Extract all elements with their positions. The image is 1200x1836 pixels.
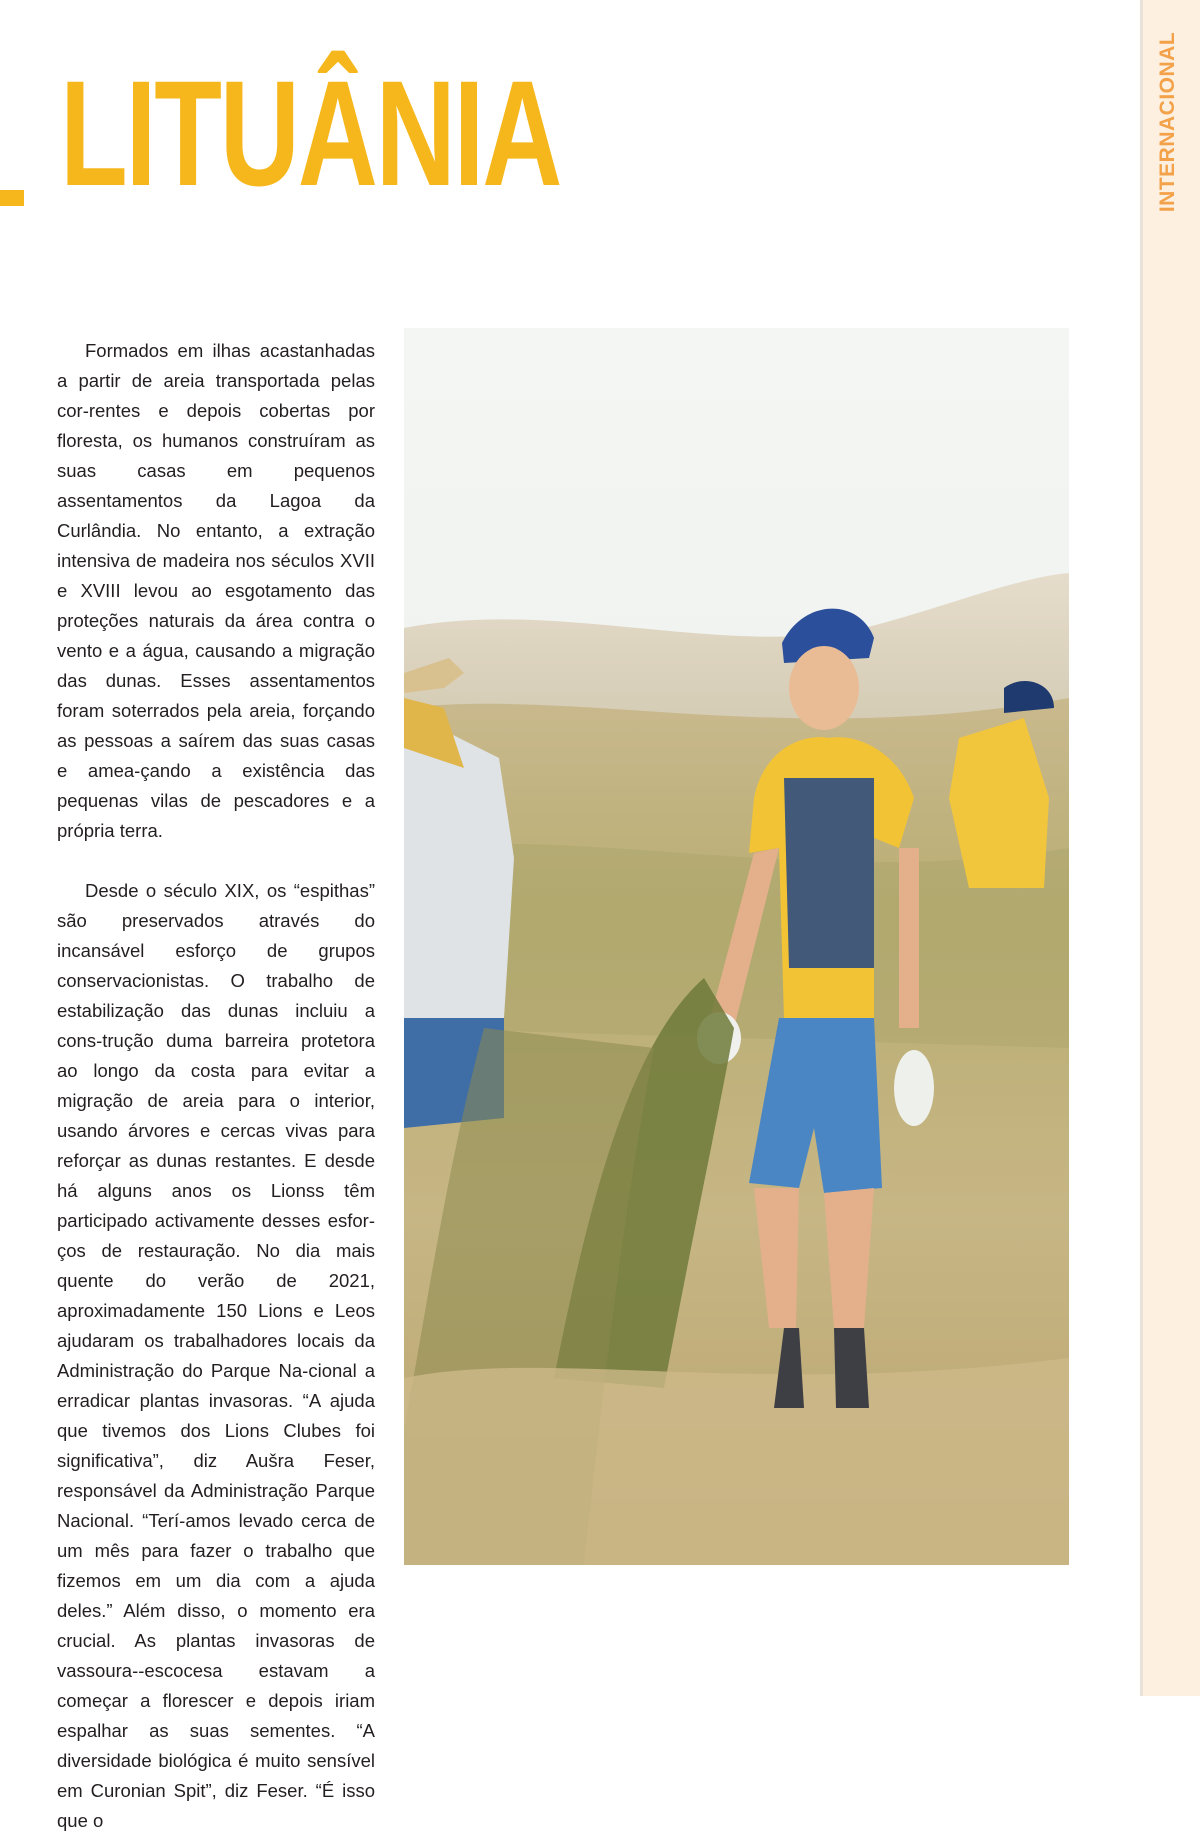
page-title: LITUÂNIA <box>60 49 561 217</box>
article-body <box>57 336 375 1836</box>
section-side-strip <box>1140 0 1200 1696</box>
article-paragraph <box>57 876 375 1836</box>
volunteers-dunes-photo <box>404 328 1069 1565</box>
article-paragraph <box>57 336 375 846</box>
article-photo <box>404 328 1069 1565</box>
section-label: INTERNACIONAL <box>1156 31 1179 213</box>
paragraph-text: Formados em ilhas acastanhadas a partir de areia transportada pelas cor-rentes e depois cobertas por floresta, os humanos construíram as suas casas em pequenos assentamentos da Lagoa da Curlândia. No entanto, a extração intensiva de madeira nos séculos XVII e XVIII levou ao esgotamento das proteções naturais da área contra o vento e a água, causando a migração das dunas. Esses assentamentos foram soterrados pela areia, forçando as pessoas a saírem das suas casas e amea-çando a existência das pequenas vilas de pescadores e a própria terra. <box>57 340 375 841</box>
title-dash <box>0 190 24 206</box>
paragraph-text: Desde o século XIX, os “espithas” são preservados através do incansável esforço de grupos conservacionistas. O trabalho de estabilização das dunas incluiu a cons-trução duma barreira protetora ao longo da costa para evitar a migração de areia para o interior, usando árvores e cercas vivas para reforçar as dunas restantes. E desde há alguns anos os Lionss têm participado activamente desses esfor-ços de restauração. No dia mais quente do verão de 2021, aproximadamente 150 Lions e Leos ajudaram os trabalhadores locais da Administração do Parque Na-cional a erradicar plantas invasoras. “A ajuda que tivemos dos Lions Clubes foi significativa”, diz Aušra Feser, responsável da Administração Parque Nacional. “Terí-amos levado cerca de um mês para fazer o trabalho que fizemos em um dia com a ajuda deles.” Além disso, o momento era crucial. As plantas invasoras de vassoura--escocesa estavam a começar a florescer e depois iriam espalhar as suas sementes. “A diversidade biológica é muito sensível em Curonian Spit”, diz Feser. “É isso que o <box>57 880 375 1831</box>
